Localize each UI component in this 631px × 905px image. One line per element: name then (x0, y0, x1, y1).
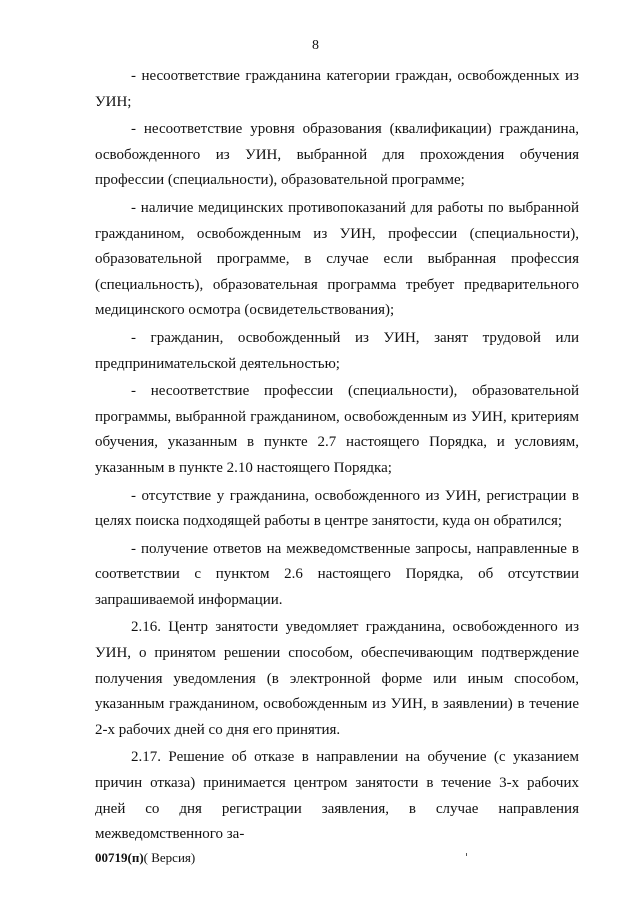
paragraph-5: - несоответствие профессии (специальности), образовательной программы, выбранной гражданином, освобожденным из УИН, критериям обучения, указанным в пункте 2.7 настоящего Порядка, и условиям, указанным в пункте 2.10 настоящего Порядка; (95, 383, 579, 476)
paragraph-6: - отсутствие у гражданина, освобожденного из УИН, регистрации в целях поиска подходящей работы в центре занятости, куда он обратился; (95, 487, 579, 530)
page-number: 8 (312, 38, 319, 53)
paragraph-4: - гражданин, освобожденный из УИН, занят трудовой или предпринимательской деятельностью; (95, 329, 579, 372)
paragraph-7: - получение ответов на межведомственные запросы, направленные в соответствии с пунктом 2.6 настоящего Порядка, об отсутствии запрашиваемой информации. (95, 540, 579, 608)
paragraph-9: 2.17. Решение об отказе в направлении на обучение (с указанием причин отказа) принимается центром занятости в течение 3-х рабочих дней со дня регистрации заявления, в случае направления межведомственного за- (95, 749, 579, 843)
paragraph-8: 2.16. Центр занятости уведомляет гражданина, освобожденного из УИН, о принятом решении способом, обеспечивающим подтверждение получения уведомления (в электронной форме или иным способом, указанным гражданином, освобожденным из УИН, в заявлении) в течение 2-х рабочих дней со дня его принятия. (95, 619, 579, 738)
footer-code: 00719(п) (95, 850, 144, 865)
footer (95, 850, 195, 866)
paragraph-2: - несоответствие уровня образования (квалификации) гражданина, освобожденного из УИН, выбранной для прохождения обучения профессии (специальности), образовательной программе; (95, 121, 579, 189)
paragraph-1: - несоответствие гражданина категории граждан, освобожденных из УИН; (95, 68, 579, 110)
body-text (95, 64, 579, 848)
paragraph-3: - наличие медицинских противопоказаний для работы по выбранной гражданином, освобожденным из УИН, профессии (специальности), образовательной программе, в случае если выбранная профессия (специальность), образовательная программа требует предварительного медицинского осмотра (освидетельствования); (95, 199, 579, 319)
scan-speck (466, 853, 467, 856)
footer-version: ( Версия) (143, 850, 196, 865)
